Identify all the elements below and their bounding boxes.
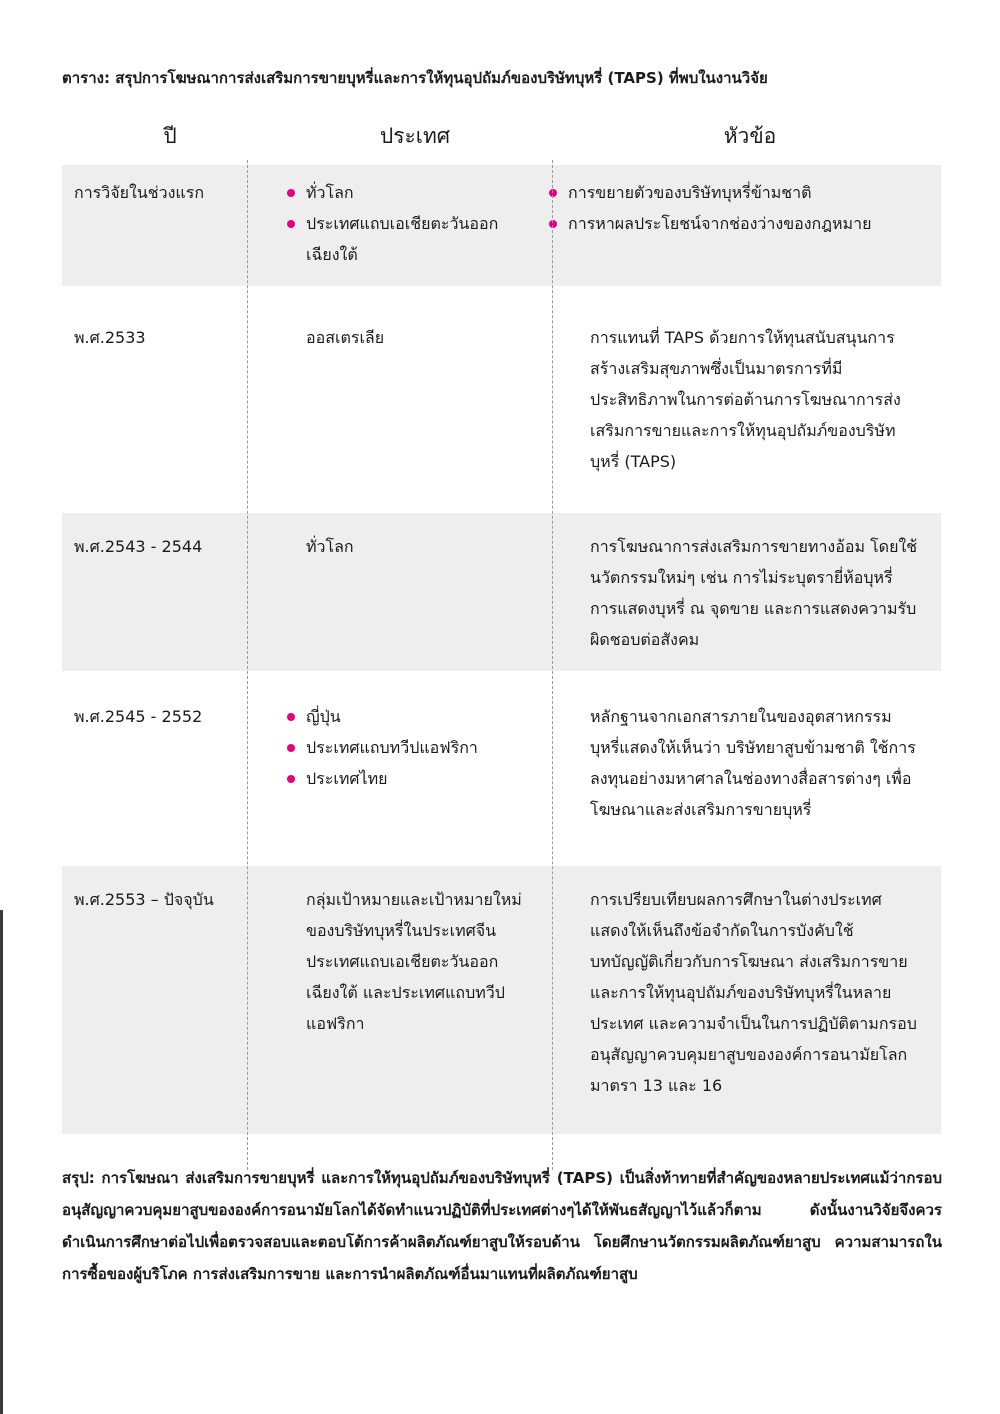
year-cell: พ.ศ.2553 – ปัจจุบัน [74,890,214,909]
bullet-icon [287,744,295,752]
bullet-icon [287,713,295,721]
country-cell: ทั่วโลก [306,537,354,556]
header-year: ปี [163,124,177,148]
bullet-icon [549,189,557,197]
topic-cell: การแทนที่ TAPS ด้วยการให้ทุนสนับสนุนการสร้างเสริมสุขภาพซึ่งเป็นมาตรการที่มีประสิทธิภาพในการต่อต้านการโฆษณาการส่งเสริมการขายและการให้ทุนอุปถัมภ์ของบริษัทบุหรี่ (TAPS) [590,328,901,471]
header-country: ประเทศ [379,124,451,148]
column-divider [552,160,553,1170]
bullet-icon [287,189,295,197]
year-cell: การวิจัยในช่วงแรก [74,183,204,202]
table-row [62,513,941,671]
topic-cell: การโฆษณาการส่งเสริมการขายทางอ้อม โดยใช้ นวัตกรรมใหม่ๆ เช่น การไม่ระบุตรายี่ห้อบุหรี่ การแสดงบุหรี่ ณ จุดขาย และการแสดงความรับผิดชอบต่อสังคม [590,537,918,649]
list-item: ประเทศแถบทวีปแอฟริกา [284,732,524,763]
country-cell [284,177,524,270]
bullet-icon [287,220,295,228]
topic-cell: หลักฐานจากเอกสารภายในของอุตสาหกรรมบุหรี่แสดงให้เห็นว่า บริษัทยาสูบข้ามชาติ ใช้การลงทุนอย่างมหาศาลในช่องทางสื่อสารต่างๆ เพื่อโฆษณาและส่งเสริมการขายบุหรี่ [590,707,916,819]
page-edge [0,910,3,1414]
table-row [62,671,941,866]
table-row [62,165,941,286]
country-cell: ออสเตรเลีย [306,328,385,347]
list-item: ญี่ปุ่น [284,701,524,732]
list-item: การขยายตัวของบริษัทบุหรี่ข้ามชาติ [546,177,913,208]
list-item: ทั่วโลก [284,177,524,208]
topic-cell [568,177,913,239]
year-cell: พ.ศ.2533 [74,328,146,347]
year-cell: พ.ศ.2543 - 2544 [74,537,203,556]
year-cell: พ.ศ.2545 - 2552 [74,707,203,726]
summary-paragraph: สรุป: การโฆษณา ส่งเสริมการขายบุหรี่ และการให้ทุนอุปถัมภ์ของบริษัทบุหรี่ (TAPS) เป็นสิ่งท้าทายที่สำคัญของหลายประเทศแม้ว่ากรอบอนุสัญญาควบคุมยาสูบขององค์การอนามัยโลกได้จัดทำแนวปฏิบัติที่ประเทศต่างๆได้ให้พันธสัญญาไว้แล้วก็ตาม ดังนั้นงานวิจัยจึงควรดำเนินการศึกษาต่อไปเพื่อตรวจสอบและตอบโต้การค้าผลิตภัณฑ์ยาสูบให้รอบด้าน โดยศึกษานวัตกรรมผลิตภัณฑ์ยาสูบ ความสามารถในการซื้อของผู้บริโภค การส่งเสริมการขาย และการนำผลิตภัณฑ์อื่นมาแทนที่ผลิตภัณฑ์ยาสูบ [62,1169,942,1283]
bullet-icon [549,220,557,228]
country-cell: กลุ่มเป้าหมายและเป้าหมายใหม่ของบริษัทบุหรี่ในประเทศจีน ประเทศแถบเอเชียตะวันออกเฉียงใต้ และประเทศแถบทวีปแอฟริกา [306,890,522,1033]
list-item: ประเทศแถบเอเชียตะวันออกเฉียงใต้ [284,208,524,270]
list-item: ประเทศไทย [284,763,524,794]
topic-cell: การเปรียบเทียบผลการศึกษาในต่างประเทศแสดงให้เห็นถึงข้อจำกัดในการบังคับใช้บทบัญญัติเกี่ยวกับการโฆษณา ส่งเสริมการขายและการให้ทุนอุปถัมภ์ของบริษัทบุหรี่ในหลายประเทศ และความจำเป็นในการปฏิบัติตามกรอบอนุสัญญาควบคุมยาสูบขององค์การอนามัยโลก มาตรา 13 และ 16 [590,890,917,1095]
table-row [62,866,941,1134]
bullet-icon [287,775,295,783]
column-divider [247,160,248,1170]
table-title: ตาราง: สรุปการโฆษณาการส่งเสริมการขายบุหรี่และการให้ทุนอุปถัมภ์ของบริษัทบุหรี่ (TAPS) ที่พบในงานวิจัย [62,69,768,87]
list-item: การหาผลประโยชน์จากช่องว่างของกฎหมาย [546,208,913,239]
table-row [62,286,941,513]
country-cell [284,701,524,794]
header-topic: หัวข้อ [723,124,777,148]
